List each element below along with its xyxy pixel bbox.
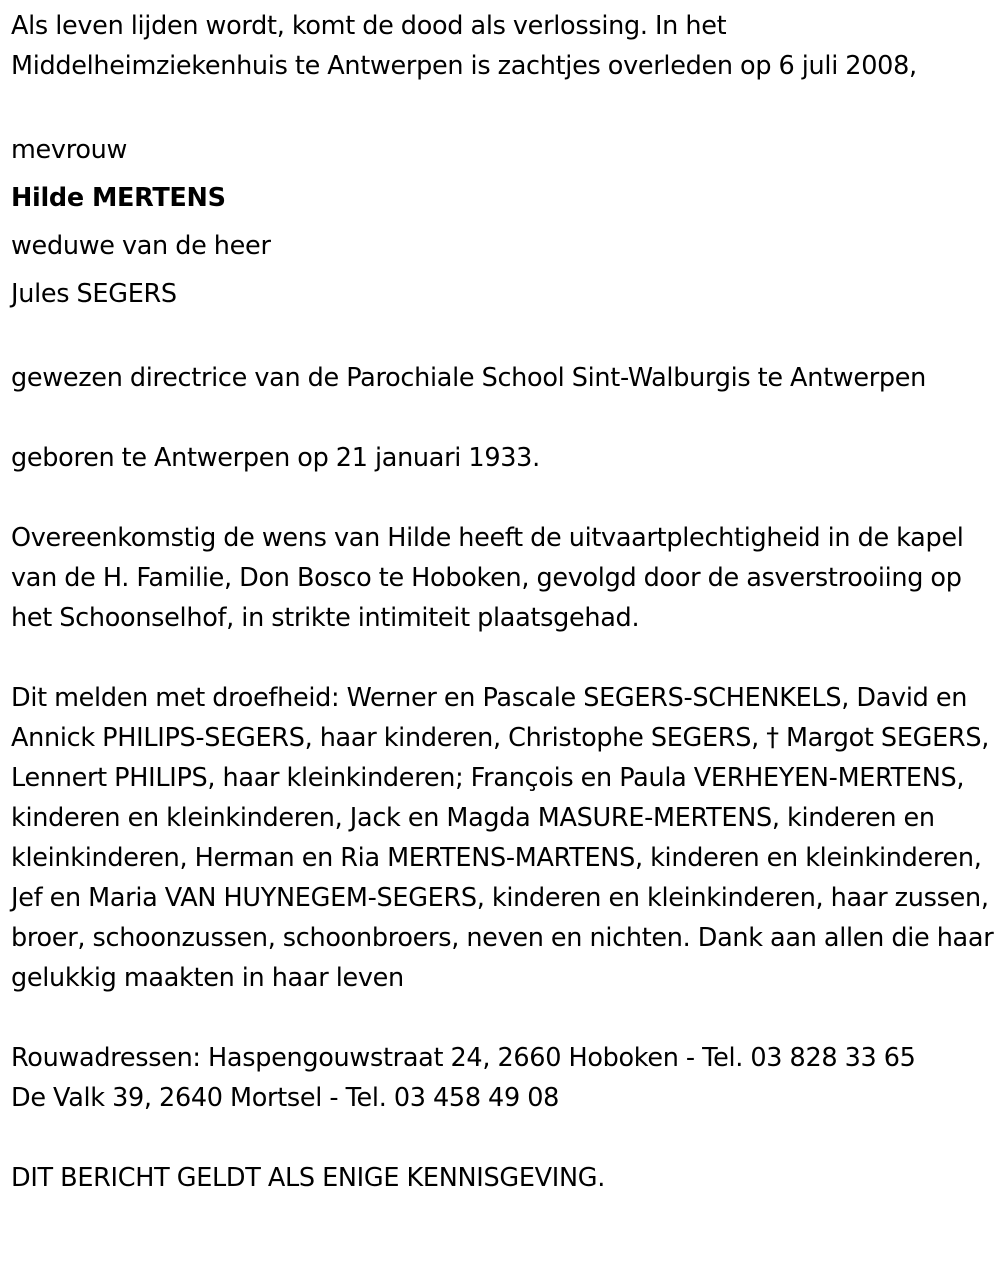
occupation-text: gewezen directrice van de Parochiale School Sint-Walburgis te Antwerpen [11,363,927,393]
deceased-name: Hilde MERTENS [11,183,226,213]
title-text: mevrouw [11,135,128,165]
address-line: Rouwadressen: Haspengouwstraat 24, 2660 Hoboken - Tel. 03 828 33 65 [11,1043,916,1073]
mourners-text: Dit melden met droefheid: Werner en Pascale SEGERS-SCHENKELS, David en Annick PHILIPS-SEGERS, haar kinderen, Christophe SEGERS, † Margot SEGERS, Lennert PHILIPS, haar kleinkinderen; François en Paula VERHEYEN-MERTENS, kinderen en kleinkinderen, Jack en Magda MASURE-MERTENS, kinderen en kleinkinderen, Herman en Ria MERTENS-MARTENS, kinderen en kleinkinderen, Jef en Maria VAN HUYNEGEM-SEGERS, kinderen en kleinkinderen, haar zussen, broer, schoonzussen, schoonbroers, neven en nichten. Dank aan allen die haar gelukkig maakten in haar leven [11,683,994,993]
notice-text: DIT BERICHT GELDT ALS ENIGE KENNISGEVING. [11,1163,606,1193]
intro-text: Als leven lijden wordt, komt de dood als verlossing. In het Middelheimziekenhuis te Antwerpen is zachtjes overleden op 6 juli 2008, [11,11,917,81]
address-line: De Valk 39, 2640 Mortsel - Tel. 03 458 49 08 [11,1083,560,1113]
relation-text: weduwe van de heer [11,231,271,261]
ceremony-text: Overeenkomstig de wens van Hilde heeft de uitvaartplechtigheid in de kapel van de H. Familie, Don Bosco te Hoboken, gevolgd door de asverstrooiing op het Schoonselhof, in strikte intimiteit plaatsgehad. [11,523,964,633]
death-notice [11,6,996,1198]
spouse-name: Jules SEGERS [11,279,177,309]
birth-text: geboren te Antwerpen op 21 januari 1933. [11,443,540,473]
